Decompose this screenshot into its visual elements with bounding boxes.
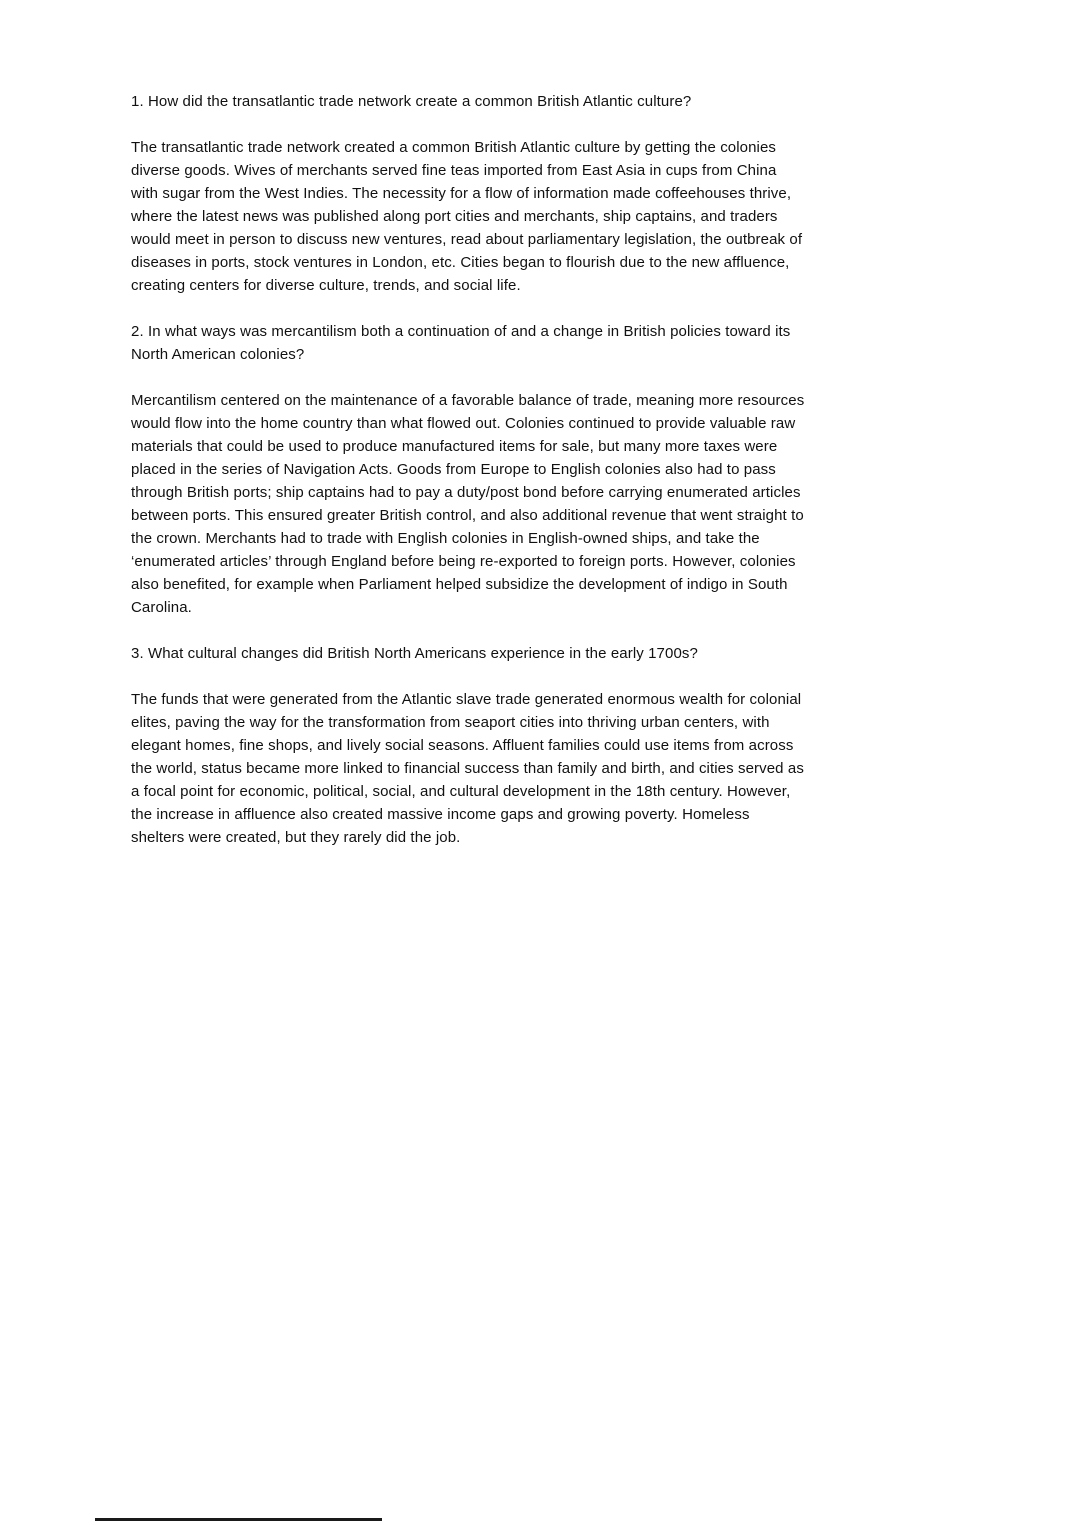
answer-1: The transatlantic trade network created a common British Atlantic culture by getting the colonies diverse goods. Wives of merchants served fine teas imported from East Asia in cups from China with sugar from the West Indies. The necessity for a flow of information made coffeehouses thrive, where the latest news was published along port cities and merchants, ship captains, and traders would meet in person to discuss new ventures, read about parliamentary legislation, the outbreak of diseases in ports, stock ventures in London, etc. Cities began to flourish due to the new affluence, creating centers for diverse culture, trends, and social life. (131, 139, 803, 294)
question-1: 1. How did the transatlantic trade network create a common British Atlantic culture? (131, 93, 692, 110)
page-bottom-line (95, 1518, 382, 1521)
document-body (131, 90, 807, 872)
question-3: 3. What cultural changes did British North Americans experience in the early 1700s? (131, 645, 698, 662)
answer-3: The funds that were generated from the Atlantic slave trade generated enormous wealth for colonial elites, paving the way for the transformation from seaport cities into thriving urban centers, with elegant homes, fine shops, and lively social seasons. Affluent families could use items from across the world, status became more linked to financial success than family and birth, and cities served as a focal point for economic, political, social, and cultural development in the 18th century. However, the increase in affluence also created massive income gaps and growing poverty. Homeless shelters were created, but they rarely did the job. (131, 691, 804, 846)
answer-2: Mercantilism centered on the maintenance of a favorable balance of trade, meaning more resources would flow into the home country than what flowed out. Colonies continued to provide valuable raw materials that could be used to produce manufactured items for sale, but many more taxes were placed in the series of Navigation Acts. Goods from Europe to English colonies also had to pass through British ports; ship captains had to pay a duty/post bond before carrying enumerated articles between ports. This ensured greater British control, and also additional revenue that went straight to the crown. Merchants had to trade with English colonies in English-owned ships, and take the ‘enumerated articles’ through England before being re-exported to foreign ports. However, colonies also benefited, for example when Parliament helped subsidize the development of indigo in South Carolina. (131, 392, 805, 616)
question-2: 2. In what ways was mercantilism both a continuation of and a change in British policies toward its North American colonies? (131, 323, 791, 363)
